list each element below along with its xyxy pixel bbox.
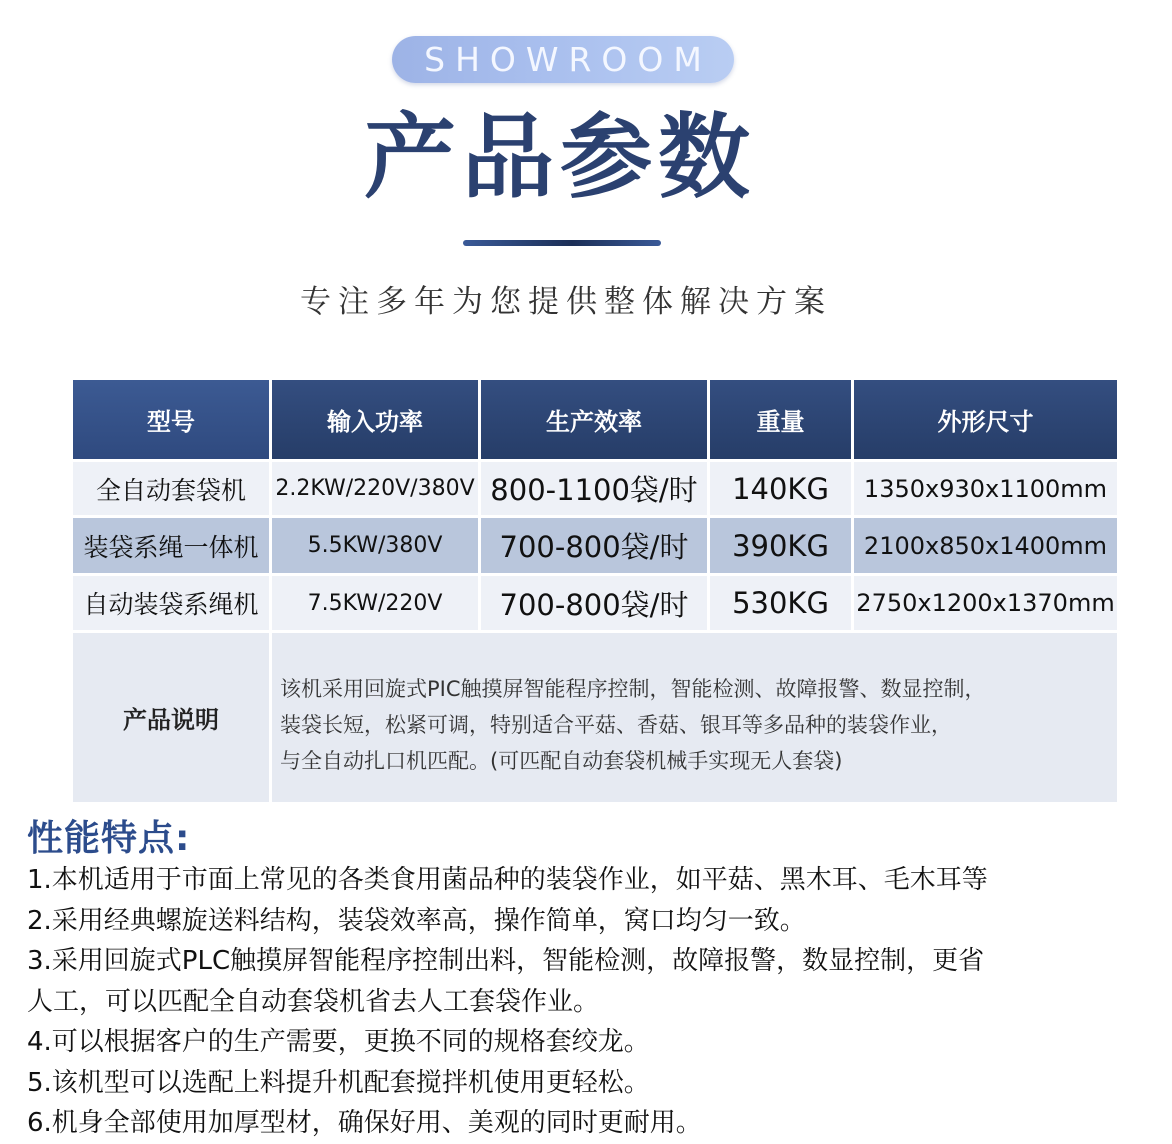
features-list <box>27 860 1147 1144</box>
feature-item: 人工，可以匹配全自动套袋机省去人工套袋作业。 <box>27 986 600 1017</box>
page-title: 产品参数 <box>363 104 756 211</box>
description-line: 装袋长短，松紧可调，特别适合平菇、香菇、银耳等多品种的装袋作业， <box>280 713 952 737</box>
table-row-2-weight: 390KG <box>710 518 851 573</box>
feature-item: 3.采用回旋式PLC触摸屏智能程序控制出料，智能检测，故障报警，数显控制，更省 <box>27 946 985 976</box>
table-row-1-power: 2.2KW/220V/380V <box>272 462 478 515</box>
feature-item: 1.本机适用于市面上常见的各类食用菌品种的装袋作业，如平菇、黑木耳、毛木耳等 <box>27 865 988 895</box>
showroom-badge <box>392 36 734 83</box>
header-power: 输入功率 <box>272 380 478 459</box>
feature-item: 6.机身全部使用加厚型材，确保好用、美观的同时更耐用。 <box>27 1108 702 1138</box>
table-row-1-size: 1350x930x1100mm <box>854 462 1117 515</box>
table-row-1-rate: 800-1100袋/时 <box>481 462 707 515</box>
table-row-3-size: 2750x1200x1370mm <box>854 576 1117 630</box>
table-row-3-rate: 700-800袋/时 <box>481 576 707 630</box>
table-row-3-power: 7.5KW/220V <box>272 576 478 630</box>
feature-item: 4.可以根据客户的生产需要，更换不同的规格套绞龙。 <box>27 1027 650 1057</box>
table-row-1-weight: 140KG <box>710 462 851 515</box>
features-title: 性能特点: <box>27 818 191 859</box>
table-row-2-model: 装袋系绳一体机 <box>73 518 269 573</box>
header-size: 外形尺寸 <box>854 380 1117 459</box>
title-underline <box>463 240 661 246</box>
header-rate: 生产效率 <box>481 380 707 459</box>
tagline: 专注多年为您提供整体解决方案 <box>300 284 832 320</box>
showroom-label: SHOWROOM <box>424 40 712 79</box>
table-row-3-weight: 530KG <box>710 576 851 630</box>
table-row-3-model: 自动装袋系绳机 <box>73 576 269 630</box>
description-body <box>272 633 1117 802</box>
table-row-2-power: 5.5KW/380V <box>272 518 478 573</box>
header-weight: 重量 <box>710 380 851 459</box>
description-line: 该机采用回旋式PIC触摸屏智能程序控制，智能检测、故障报警、数显控制， <box>280 677 986 701</box>
feature-item: 2.采用经典螺旋送料结构，装袋效率高，操作简单，窝口均匀一致。 <box>27 905 806 936</box>
table-row-2-size: 2100x850x1400mm <box>854 518 1117 573</box>
table-row-1-model: 全自动套袋机 <box>73 462 269 515</box>
table-row-2-rate: 700-800袋/时 <box>481 518 707 573</box>
description-label: 产品说明 <box>73 633 269 802</box>
header-model: 型号 <box>73 380 269 459</box>
description-line: 与全自动扎口机匹配。(可匹配自动套袋机械手实现无人套袋) <box>280 749 843 773</box>
feature-item: 5.该机型可以选配上料提升机配套搅拌机使用更轻松。 <box>27 1067 650 1098</box>
